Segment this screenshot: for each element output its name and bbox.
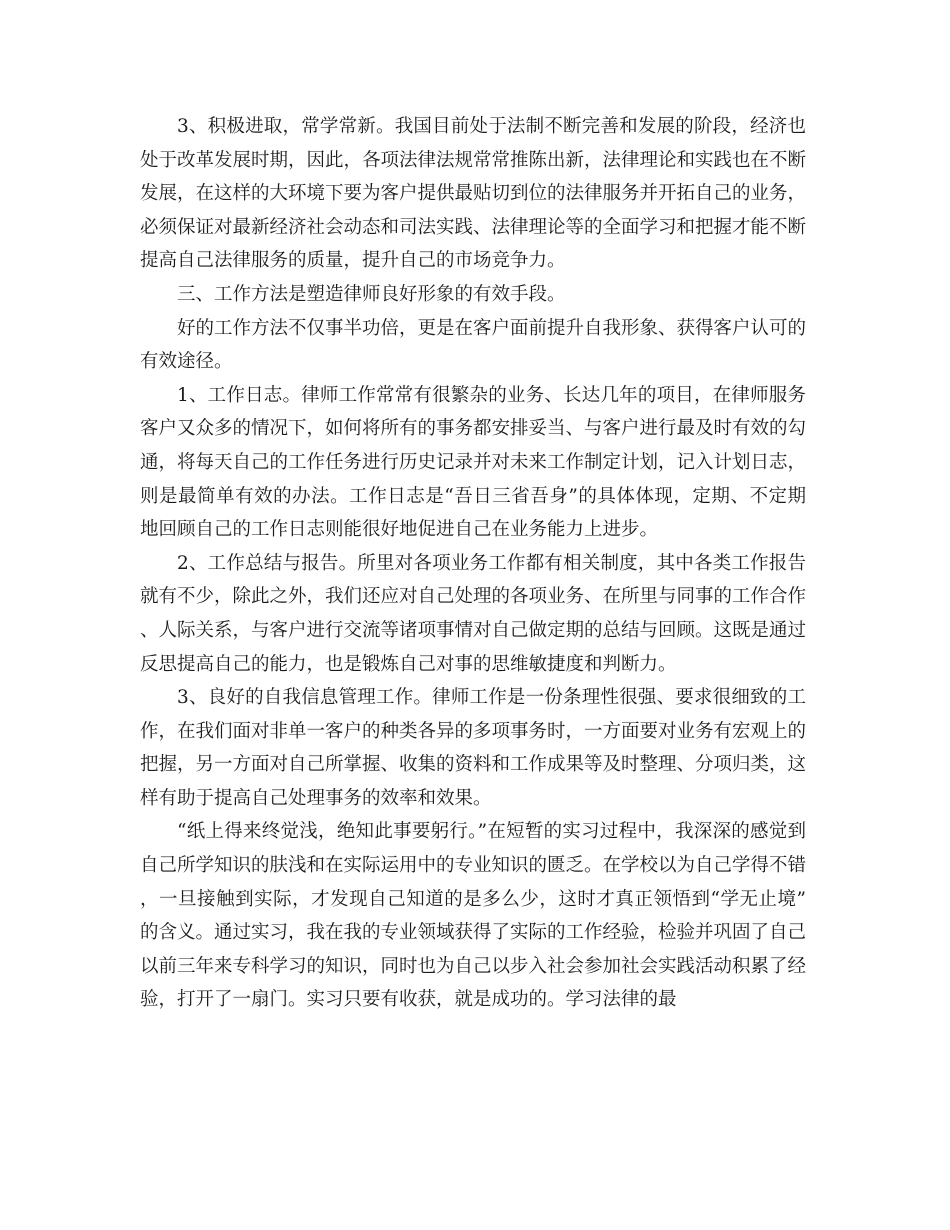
document-body bbox=[140, 110, 806, 1017]
section-heading-work-methods: 三、工作方法是塑造律师良好形象的有效手段。 bbox=[177, 283, 566, 305]
paragraph-internship-reflection: “纸上得来终觉浅，绝知此事要躬行。”在短暂的实习过程中，我深深的感觉到自己所学知识的肤浅和在实际运用中的专业知识的匮乏。在学校以为自己学得不错，一旦接触到实际，才发现自己知道的是多么少，这时才真正领悟到“学无止境”的含义。通过实习，我在我的专业领域获得了实际的工作经验，检验并巩固了自己以前三年来专科学习的知识，同时也为自己以步入社会参加社会实践活动积累了经验，打开了一扇门。实习只要有收获，就是成功的。学习法律的最 bbox=[140, 821, 807, 1011]
paragraph-work-summary: 2、工作总结与报告。所里对各项业务工作都有相关制度，其中各类工作报告就有不少，除此之外，我们还应对自己处理的各项业务、在所里与同事的工作合作、人际关系，与客户进行交流等诸项事情对自己做定期的总结与回顾。这既是通过反思提高自己的能力，也是锻炼自己对事的思维敏捷度和判断力。 bbox=[140, 552, 807, 675]
paragraph-diligence: 3、积极进取，常学常新。我国目前处于法制不断完善和发展的阶段，经济也处于改革发展时期，因此，各项法律法规常常推陈出新，法律理论和实践也在不断发展，在这样的大环境下要为客户提供最贴切到位的法律服务并开拓自己的业务，必须保证对最新经济社会动态和司法实践、法律理论等的全面学习和把握才能不断提高自己法律服务的质量，提升自己的市场竞争力。 bbox=[140, 116, 807, 272]
paragraph-work-methods-intro: 好的工作方法不仅事半功倍，更是在客户面前提升自我形象、获得客户认可的有效途径。 bbox=[140, 317, 807, 373]
paragraph-work-log: 1、工作日志。律师工作常常有很繁杂的业务、长达几年的项目，在律师服务客户又众多的情况下，如何将所有的事务都安排妥当、与客户进行最及时有效的勾通，将每天自己的工作任务进行历史记录并对未来工作制定计划，记入计划日志，则是最简单有效的办法。工作日志是“吾日三省吾身”的具体体现，定期、不定期地回顾自己的工作日志则能很好地促进自己在业务能力上进步。 bbox=[140, 384, 807, 541]
paragraph-information-management: 3、良好的自我信息管理工作。律师工作是一份条理性很强、要求很细致的工作，在我们面对非单一客户的种类各异的多项事务时，一方面要对业务有宏观上的把握，另一方面对自己所掌握、收集的资料和工作成果等及时整理、分项归类，这样有助于提高自己处理事务的效率和效果。 bbox=[140, 687, 807, 809]
